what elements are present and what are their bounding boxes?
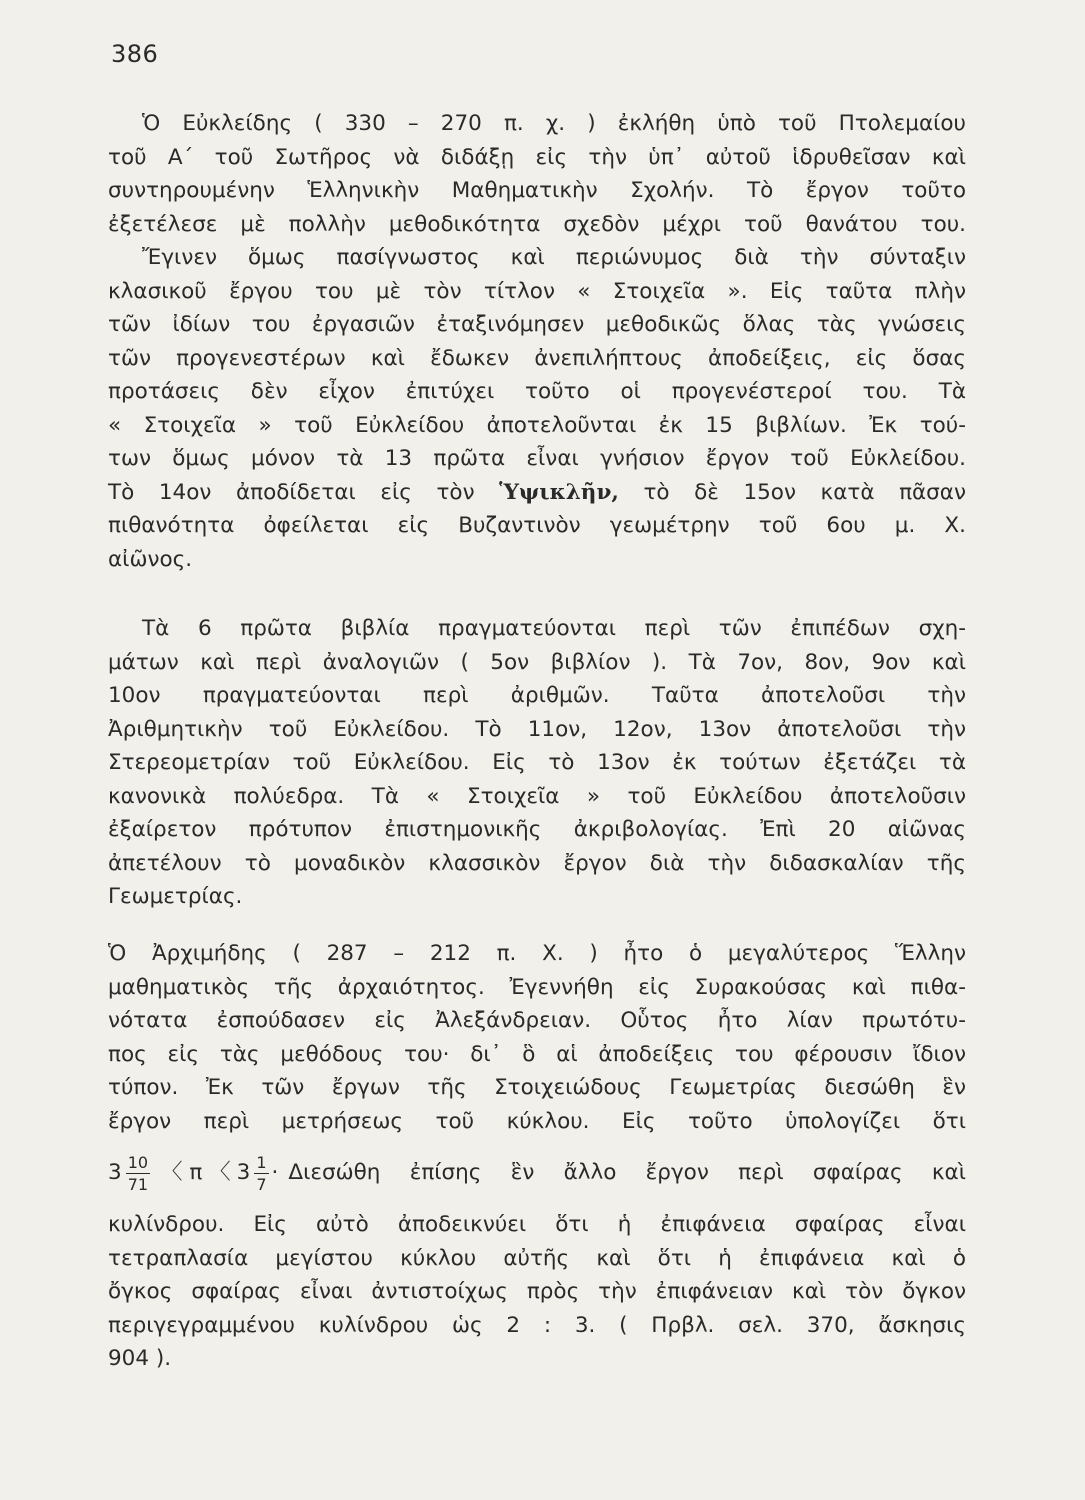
text-line: Ὁ Ἀρχιμήδης ( 287 – 212 π. Χ. ) ἦτο ὁ μεγαλύτερος Ἕλλην xyxy=(108,941,966,966)
text-line: τοῦ Α΄ τοῦ Σωτῆρος νὰ διδάξῃ εἰς τὴν ὑπ᾽ αὐτοῦ ἱδρυθεῖσαν καὶ xyxy=(108,144,966,170)
bold-name-hypsicles: Ὑψικλῆν, xyxy=(499,479,619,505)
text-line: Ἔγινεν ὅμως πασίγνωστος καὶ περιώνυμος διὰ τὴν σύνταξιν xyxy=(142,245,966,270)
text-line: συντηρουμένην Ἑλληνικὴν Μαθηματικὴν Σχολήν. Τὸ ἔργον τοῦτο xyxy=(108,178,966,203)
denominator: 7 xyxy=(256,1174,267,1194)
text-line: « Στοιχεῖα » τοῦ Εὐκλείδου ἀποτελοῦνται ἐκ 15 βιβλίων. Ἐκ τού- xyxy=(108,412,966,438)
denominator: 71 xyxy=(127,1174,149,1194)
page-number: 386 xyxy=(111,40,159,68)
mixed-fraction-upper xyxy=(237,1153,274,1194)
text-line: Τὰ 6 πρῶτα βιβλία πραγματεύονται περὶ τῶν ἐπιπέδων σχη- xyxy=(142,616,966,641)
text-segment: Διεσώθη ἐπίσης ἓν ἄλλο ἔργον περὶ σφαίρας καὶ xyxy=(288,1160,966,1186)
numerator: 10 xyxy=(127,1152,149,1172)
numerator: 1 xyxy=(256,1152,267,1172)
text-line: μάτων καὶ περὶ ἀναλογιῶν ( 5ον βιβλίον ). Τὰ 7ον, 8ον, 9ον καὶ xyxy=(108,649,966,675)
text-line: κυλίνδρου. Εἰς αὐτὸ ἀποδεικνύει ὅτι ἡ ἐπιφάνεια σφαίρας εἶναι xyxy=(108,1212,966,1237)
paragraph-archimedes xyxy=(108,937,966,1376)
text-line: κλασικοῦ ἔργου του μὲ τὸν τίτλον « Στοιχεῖα ». Εἰς ταῦτα πλὴν xyxy=(108,278,966,304)
text-line: μαθηματικὸς τῆς ἀρχαιότητος. Ἐγεννήθη εἰς Συρακούσας καὶ πιθα- xyxy=(108,974,966,1000)
paragraph-elements-books xyxy=(108,612,966,914)
whole-part: 3 xyxy=(236,1160,251,1186)
text-segment: Τὸ 14ον ἀποδίδεται εἰς τὸν xyxy=(108,479,475,505)
mixed-fraction-lower xyxy=(108,1153,155,1194)
text-line: ἔργον περὶ μετρήσεως τοῦ κύκλου. Εἰς τοῦτο ὑπολογίζει ὅτι xyxy=(108,1108,966,1134)
period: · xyxy=(271,1160,279,1186)
text-line: κανονικὰ πολύεδρα. Τὰ « Στοιχεῖα » τοῦ Εὐκλείδου ἀποτελοῦσιν xyxy=(108,783,966,809)
paragraph-euclid xyxy=(108,107,966,576)
text-line: 904 ). xyxy=(108,1346,172,1371)
text-line: τετραπλασία μεγίστου κύκλου αὐτῆς καὶ ὅτι ἡ ἐπιφάνεια καὶ ὁ xyxy=(108,1245,966,1271)
text-line: τύπον. Ἐκ τῶν ἔργων τῆς Στοιχειώδους Γεωμετρίας διεσώθη ἓν xyxy=(108,1075,966,1100)
text-line: προτάσεις δὲν εἶχον ἐπιτύχει τοῦτο οἱ προγενέστεροί του. Τὰ xyxy=(108,379,966,404)
text-line: νότατα ἐσπούδασεν εἰς Ἀλεξάνδρειαν. Οὗτος ἦτο λίαν πρωτότυ- xyxy=(108,1008,966,1033)
text-line: Ὁ Εὐκλείδης ( 330 – 270 π. χ. ) ἐκλήθη ὑπὸ τοῦ Πτολεμαίου xyxy=(142,111,966,136)
text-line: των ὅμως μόνον τὰ 13 πρῶτα εἶναι γνήσιον ἔργον τοῦ Εὐκλείδου. xyxy=(108,446,966,471)
text-segment: τὸ δὲ 15ον κατὰ πᾶσαν xyxy=(643,479,966,505)
inequality-relation: 〈 π 〈 xyxy=(161,1160,231,1186)
fraction xyxy=(254,1153,268,1194)
text-line: Ἀριθμητικὴν τοῦ Εὐκλείδου. Τὸ 11ον, 12ον, 13ον ἀποτελοῦσι τὴν xyxy=(108,716,966,742)
text-line: Στερεομετρίαν τοῦ Εὐκλείδου. Εἰς τὸ 13ον ἐκ τούτων ἐξετάζει τὰ xyxy=(108,750,966,775)
text-line: ὄγκος σφαίρας εἶναι ἀντιστοίχως πρὸς τὴν ἐπιφάνειαν καὶ τὸν ὄγκον xyxy=(108,1279,966,1304)
text-line: 10ον πραγματεύονται περὶ ἀριθμῶν. Ταῦτα ἀποτελοῦσι τὴν xyxy=(108,683,966,708)
pi-inequality-line xyxy=(108,1138,966,1208)
text-line xyxy=(108,476,966,510)
fraction xyxy=(126,1153,150,1194)
text-line: ἀπετέλουν τὸ μοναδικὸν κλασσικὸν ἔργον διὰ τὴν διδασκαλίαν τῆς xyxy=(108,850,966,876)
text-line: ἐξετέλεσε μὲ πολλὴν μεθοδικότητα σχεδὸν μέχρι τοῦ θανάτου του. xyxy=(108,211,966,237)
text-line: πος εἰς τὰς μεθόδους του· δι᾽ ὃ αἱ ἀποδείξεις του φέρουσιν ἴδιον xyxy=(108,1041,966,1067)
text-line: τῶν ἰδίων του ἐργασιῶν ἐταξινόμησεν μεθοδικῶς ὅλας τὰς γνώσεις xyxy=(108,312,966,337)
text-line: Γεωμετρίας. xyxy=(108,884,243,909)
text-line: αἰῶνος. xyxy=(108,546,193,572)
text-line: περιγεγραμμένου κυλίνδρου ὡς 2 : 3. ( Πρβλ. σελ. 370, ἄσκησις xyxy=(108,1312,966,1338)
text-line: πιθανότητα ὀφείλεται εἰς Βυζαντινὸν γεωμέτρην τοῦ 6ου μ. Χ. xyxy=(108,513,966,538)
whole-part: 3 xyxy=(108,1160,122,1186)
text-line: τῶν προγενεστέρων καὶ ἔδωκεν ἀνεπιλήπτους ἀποδείξεις, εἰς ὅσας xyxy=(108,345,966,371)
text-line: ἐξαίρετον πρότυπον ἐπιστημονικῆς ἀκριβολογίας. Ἐπὶ 20 αἰῶνας xyxy=(108,817,966,842)
